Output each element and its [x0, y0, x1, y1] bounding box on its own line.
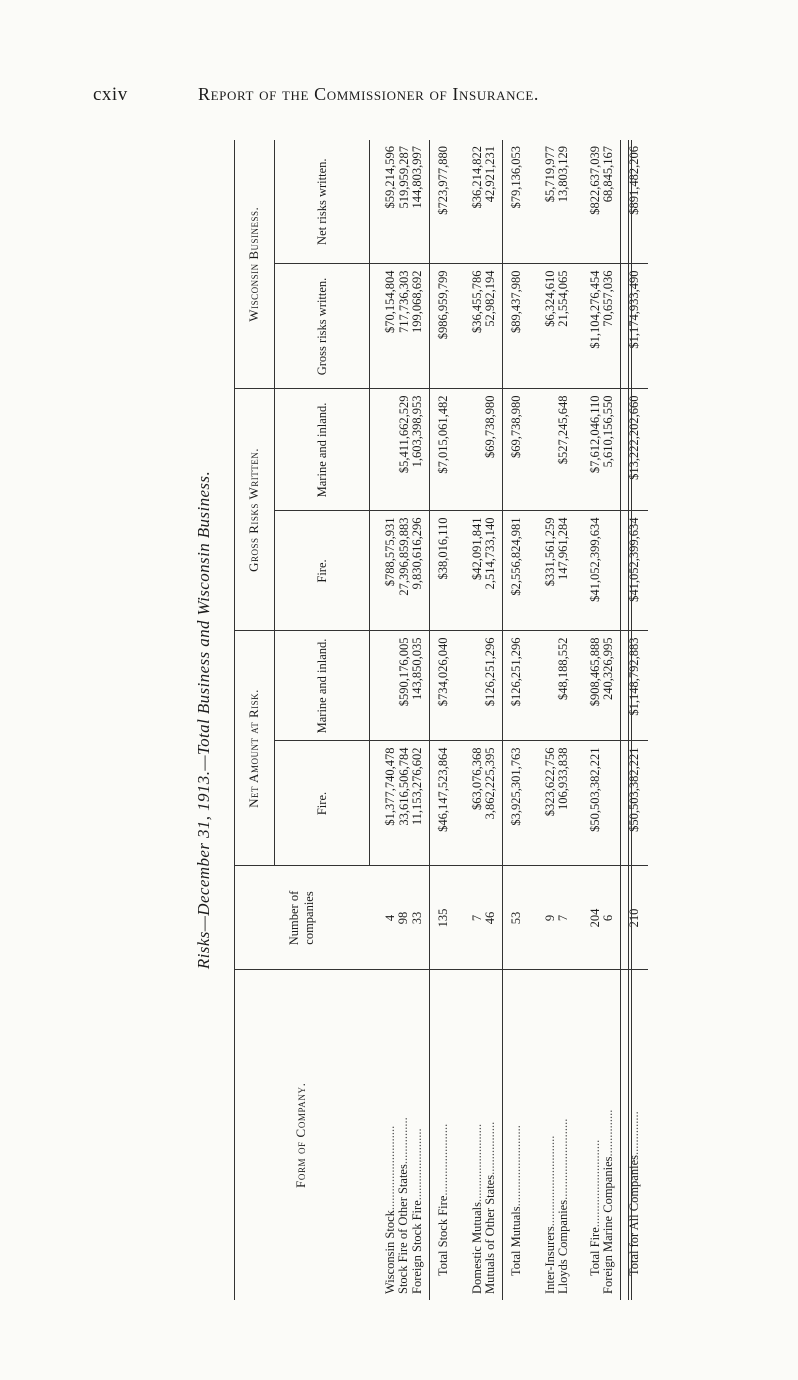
- cell-wis-net: $59,214,596 519,959,287 144,803,997: [383, 145, 424, 209]
- cell-gross-marine: $13,222,202,660: [620, 389, 648, 511]
- table-row-total: [429, 140, 457, 1300]
- row-label: Mutuals of Other States.................: [483, 1121, 497, 1294]
- row-label: Stock Fire of Other States...............: [396, 1117, 410, 1294]
- table-rule-bottom: [628, 140, 629, 1300]
- table-rule-bottom-double: [631, 140, 632, 1300]
- cell-gross-marine: $527,245,648: [530, 389, 575, 511]
- cell-companies: 9 7: [530, 866, 575, 970]
- header-net-marine: Marine and inland.: [275, 631, 370, 741]
- header-number-of-companies: Number of companies: [234, 866, 370, 970]
- cell-wis-gross: $6,324,610 21,554,065: [530, 264, 575, 389]
- cell-wis-net: $822,637,039 68,845,167: [587, 145, 615, 215]
- table-row-total: [620, 140, 648, 1300]
- cell-gross-fire: $41,052,399,634: [620, 511, 648, 631]
- cell-net-fire: $3,925,301,763: [502, 741, 530, 866]
- header-gross-marine: Marine and inland.: [275, 389, 370, 511]
- cell-wis-gross: $36,455,786 52,982,194: [457, 264, 503, 389]
- header-wis-gross-written: Gross risks written.: [275, 264, 370, 389]
- cell-wis-gross: $89,437,980: [502, 264, 530, 389]
- row-label: Inter-Insurers.............................: [542, 1135, 557, 1294]
- page-number: cxiv: [93, 84, 128, 105]
- cell-net-marine: $590,176,005 143,850,035: [370, 631, 430, 741]
- risks-table: [234, 140, 648, 1300]
- header-net-amount-at-risk: Net Amount at Risk.: [234, 631, 275, 866]
- cell-net-marine: $1,148,792,883: [620, 631, 648, 741]
- cell-gross-fire: $788,575,931 27,396,859,883 9,830,616,296: [370, 511, 430, 631]
- cell-wis-gross: $1,174,933,490: [620, 264, 648, 389]
- cell-gross-fire: $38,016,110: [429, 511, 457, 631]
- row-label-total: Total Mutuals..........................: [502, 970, 530, 1300]
- running-title: Report of the Commissioner of Insurance.: [198, 84, 539, 104]
- row-label: Domestic Mutuals.........................: [469, 1123, 484, 1294]
- row-labels: [370, 970, 430, 1300]
- cell-net-marine: $908,465,888 240,326,995: [575, 631, 621, 741]
- cell-net-fire: $50,503,382,221: [620, 741, 648, 866]
- cell-wis-gross: $986,959,799: [429, 264, 457, 389]
- header-form-of-company: Form of Company.: [234, 970, 370, 1300]
- table-row-total: [502, 140, 530, 1300]
- cell-gross-marine: $69,738,980: [457, 389, 503, 511]
- row-labels: [530, 970, 575, 1300]
- cell-net-fire: $63,076,368 3,862,225,395: [457, 741, 503, 866]
- cell-wis-net: $891,482,206: [620, 140, 648, 264]
- row-label: Foreign Stock Fire.......................: [409, 1128, 424, 1294]
- cell-net-marine: $126,251,296: [457, 631, 503, 741]
- cell-net-fire: $50,503,382,221: [575, 741, 621, 866]
- cell-wis-gross: $1,104,276,454 70,657,036: [575, 264, 621, 389]
- cell-gross-marine: $5,411,662,529 1,603,398,953: [370, 389, 430, 511]
- row-labels: [575, 970, 621, 1300]
- cell-net-fire: $1,377,740,478 33,616,506,784 11,153,276,602: [370, 741, 430, 866]
- cell-gross-fire: $42,091,841 2,514,733,140: [457, 511, 503, 631]
- cell-companies: 204 6: [575, 866, 621, 970]
- cell-net-fire: $323,622,756 106,933,838: [530, 741, 575, 866]
- cell-net-marine: $734,026,040: [429, 631, 457, 741]
- cell-wis-net: $723,977,880: [429, 140, 457, 264]
- header-gross-risks-written: Gross Risks Written.: [234, 389, 275, 631]
- table-row: [530, 140, 575, 1300]
- cell-companies: 210: [620, 866, 648, 970]
- cell-wis-net: $5,719,977 13,803,129: [542, 145, 570, 203]
- cell-companies: 135: [429, 866, 457, 970]
- row-labels: [457, 970, 503, 1300]
- cell-gross-fire: $331,561,259 147,961,284: [530, 511, 575, 631]
- cell-net-marine: $48,188,552: [530, 631, 575, 741]
- rotated-table-block: [192, 140, 641, 1300]
- table-row: [575, 140, 621, 1300]
- row-label-total: Total Stock Fire.......................: [429, 970, 457, 1300]
- cell-companies: 4 98 33: [370, 866, 430, 970]
- row-label: Wisconsin Stock...........................: [382, 1125, 397, 1294]
- cell-companies: 7 46: [457, 866, 503, 970]
- header-wis-net-written: Net risks written.: [275, 140, 370, 264]
- header-wisconsin-business: Wisconsin Business.: [234, 140, 275, 389]
- header-gross-fire: Fire.: [275, 511, 370, 631]
- table-row: [370, 140, 430, 1300]
- running-head: [0, 84, 798, 114]
- cell-wis-net: $79,136,053: [502, 140, 530, 264]
- table-row: [457, 140, 503, 1300]
- cell-gross-marine: $7,015,061,482: [429, 389, 457, 511]
- table-caption: Risks—December 31, 1913.—Total Business and Wisconsin Business.: [194, 470, 213, 970]
- header-net-fire: Fire.: [275, 741, 370, 866]
- row-label: Lloyds Companies..........................: [556, 1118, 570, 1294]
- cell-gross-marine: $7,612,046,110 5,610,156,550: [575, 389, 621, 511]
- cell-net-marine: $126,251,296: [502, 631, 530, 741]
- cell-wis-gross: $70,154,804 717,736,303 199,068,692: [370, 264, 430, 389]
- row-label-total: Total for All Companies..............: [620, 970, 648, 1300]
- cell-gross-fire: $2,556,824,981: [502, 511, 530, 631]
- row-label: Foreign Marine Companies...............: [601, 1109, 615, 1294]
- cell-companies: 53: [502, 866, 530, 970]
- cell-gross-fire: $41,052,399,634: [575, 511, 621, 631]
- cell-net-fire: $46,147,523,864: [429, 741, 457, 866]
- cell-wis-net: $36,214,822 42,921,231: [469, 145, 497, 209]
- cell-gross-marine: $69,738,980: [502, 389, 530, 511]
- row-label: Total Fire............................: [587, 1139, 602, 1276]
